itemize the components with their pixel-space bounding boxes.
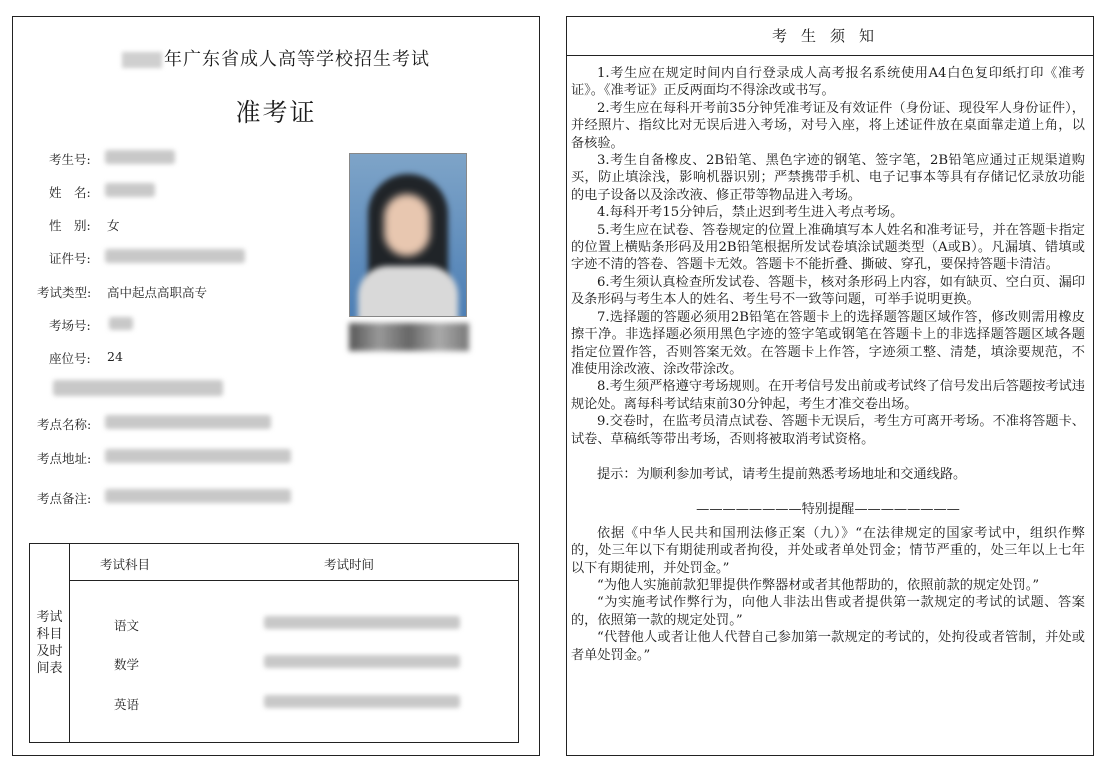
seat-value: 24 — [107, 349, 123, 364]
redacted-site-address — [105, 449, 291, 463]
candidate-no-label: 考生号: — [49, 152, 91, 167]
redacted-room — [109, 317, 133, 330]
schedule-side-label: 考试 科目 及时 间表 — [30, 544, 70, 742]
notice-item: 1.考生应在规定时间内自行登录成人高考报名系统使用A4白色复印纸打印《准考证》。《准考证》正反两面均不得涂改或书写。 — [571, 66, 1085, 99]
admission-ticket-panel — [12, 16, 540, 756]
room-label: 考场号: — [49, 318, 91, 333]
subject-english: 英语 — [114, 697, 140, 712]
exam-type-label: 考试类型: — [37, 285, 92, 300]
id-no-label: 证件号: — [49, 251, 91, 266]
law-paragraph: “为他人实施前款犯罪提供作弊器材或者其他帮助的，依照前款的规定处罚。” — [597, 577, 1040, 593]
notice-body — [571, 65, 1085, 664]
notice-item: 9.交卷时，在监考员清点试卷、答题卡无误后，考生方可离开考场。不准将答题卡、试卷、草稿纸等带出考场，否则将被取消考试资格。 — [571, 414, 1085, 447]
candidate-notice-panel — [566, 16, 1094, 756]
notice-item: 7.选择题的答题必须用2B铅笔在答题卡上的选择题答题区域作答，修改则需用橡皮擦干净。非选择题必须用黑色字迹的签字笔或钢笔在答题卡上的非选择题答题区域各题指定位置作答，否则答案无效。在答题卡上作答，字迹须工整、清楚，填涂要规范，不准使用涂改液、涂改带涂改。 — [571, 309, 1085, 377]
ticket-title: 准考证 — [235, 98, 317, 127]
notice-item: 3.考生自备橡皮、2B铅笔、黑色字迹的钢笔、签字笔，2B铅笔应通过正规渠道购买，防止填涂浅，影响机器识别；严禁携带手机、电子记事本等具有存储记忆录放功能的电子设备以及涂改液、修正带等物品进入考场。 — [571, 153, 1085, 203]
site-address-label: 考点地址: — [37, 451, 92, 466]
notice-item: 2.考生应在每科开考前35分钟凭准考证及有效证件（身份证、现役军人身份证件），并经照片、指纹比对无误后进入考场，对号入座，将上述证件放在桌面靠走道上角，以备核验。 — [571, 100, 1085, 151]
notice-tip: 提示：为顺利参加考试，请考生提前熟悉考场地址和交通线路。 — [597, 466, 967, 482]
redacted-year — [122, 52, 162, 68]
seat-label: 座位号: — [49, 351, 91, 366]
exam-type-value: 高中起点高职高专 — [107, 285, 208, 300]
exam-schedule-table — [29, 543, 519, 743]
subject-chinese: 语文 — [114, 618, 140, 633]
notice-item: 8.考生须严格遵守考场规则。在开考信号发出前或考试终了信号发出后答题按考试违规论处。离每科考试结束前30分钟起，考生才准交卷出场。 — [571, 379, 1085, 412]
site-name-label: 考点名称: — [37, 417, 92, 432]
col-time-header: 考试时间 — [324, 557, 375, 572]
notice-title: 考生须知 — [567, 17, 1093, 56]
redacted-time-math — [264, 655, 460, 668]
law-paragraph: “代替他人或者让他人代替自己参加第一款规定的考试的，处拘役或者管制，并处或者单处罚金。” — [571, 630, 1085, 663]
name-label: 姓 名: — [49, 185, 91, 200]
gender-label: 性 别: — [49, 218, 91, 233]
law-paragraph: “为实施考试作弊行为，向他人非法出售或者提供第一款规定的考试的试题、答案的，依照第一款的规定处罚。” — [571, 595, 1085, 628]
redacted-id-no — [105, 249, 245, 263]
special-reminder-title: ————————特别提醒———————— — [696, 502, 960, 518]
redacted-site-name — [105, 415, 271, 429]
redacted-time-english — [264, 695, 460, 708]
barcode — [349, 323, 469, 351]
notice-item: 5.考生应在试卷、答卷规定的位置上准确填写本人姓名和准考证号，并在答题卡指定的位置上横贴条形码及用2B铅笔根据所发试卷填涂试题类型（A或B）。凡漏填、错填或字迹不清的答卷、答题卡无效。答题卡不能折叠、撕破、穿孔，要保持答题卡清洁。 — [571, 222, 1085, 273]
redacted-site-note — [105, 489, 291, 503]
law-paragraph: 依据《中华人民共和国刑法修正案（九）》“在法律规定的国家考试中，组织作弊的，处三年以下有期徒刑或者拘役，并处或者单处罚金；情节严重的，处三年以上七年以下有期徒刑，并处罚金。” — [571, 525, 1085, 576]
redacted-name — [105, 183, 155, 197]
col-subject-header: 考试科目 — [100, 557, 151, 572]
exam-title: 年广东省成人高等学校招生考试 — [13, 45, 539, 71]
candidate-photo — [349, 153, 467, 317]
notice-item: 4.每科开考15分钟后，禁止迟到考生进入考点考场。 — [597, 205, 904, 221]
redacted-line — [53, 380, 223, 396]
site-note-label: 考点备注: — [37, 491, 92, 506]
notice-item: 6.考生须认真检查所发试卷、答题卡，核对条形码上内容，如有缺页、空白页、漏印及条形码与考生本人的姓名、考生号不一致等问题，可举手说明更换。 — [571, 274, 1085, 308]
redacted-candidate-no — [105, 150, 175, 164]
redacted-time-chinese — [264, 616, 460, 629]
gender-value: 女 — [107, 218, 120, 233]
subject-math: 数学 — [114, 657, 140, 672]
